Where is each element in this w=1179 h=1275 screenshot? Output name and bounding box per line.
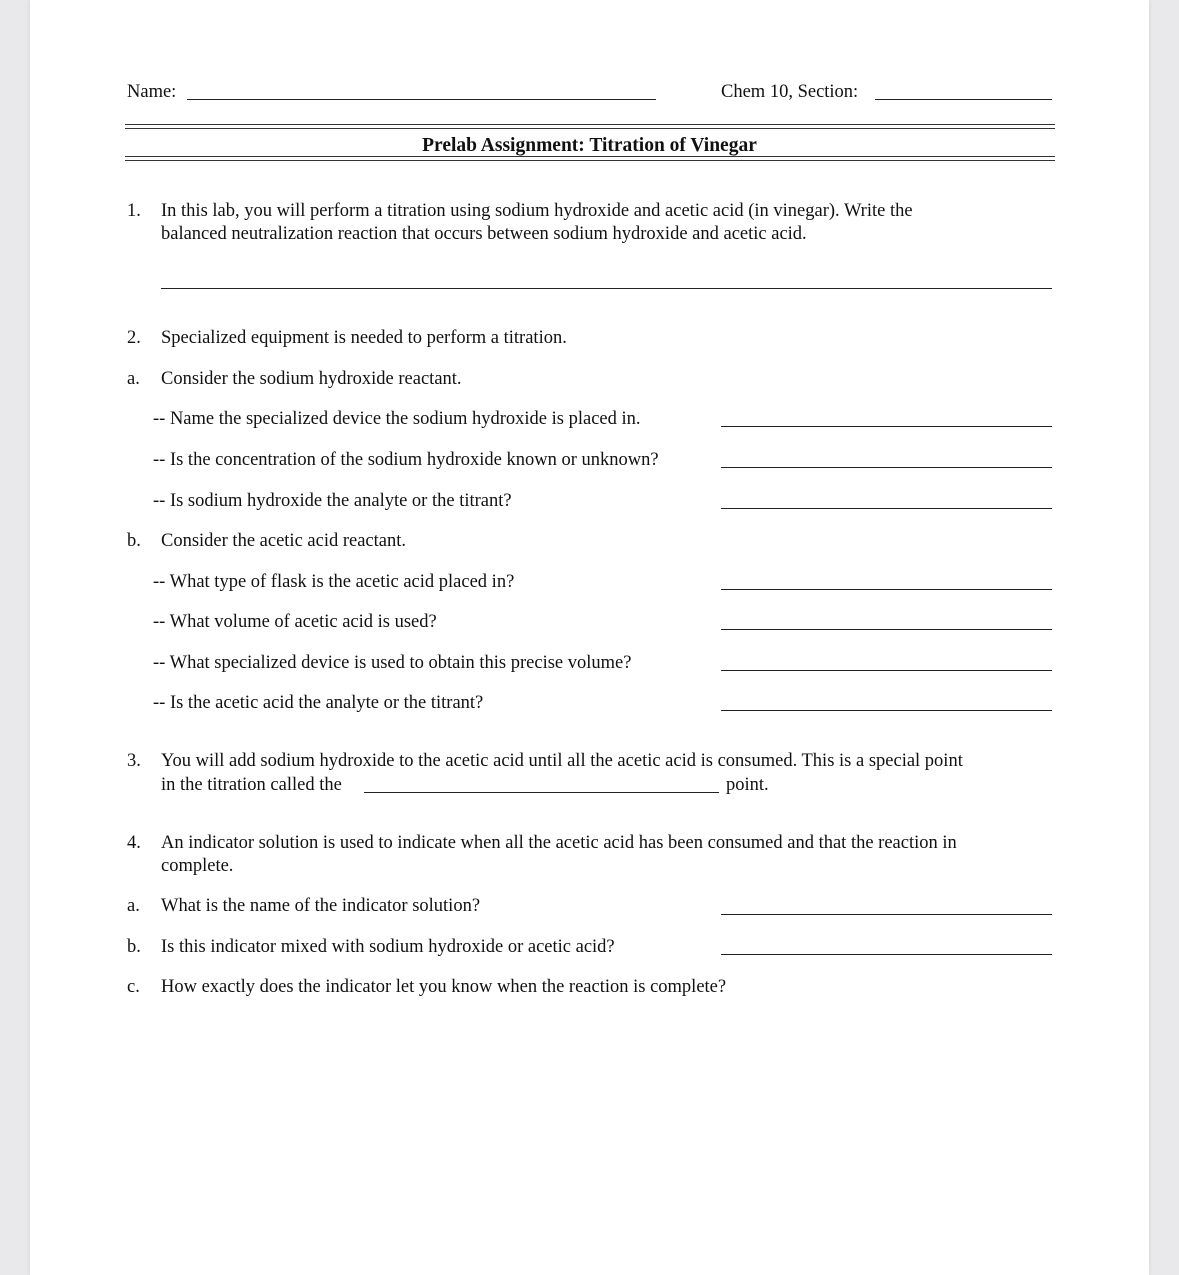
q1-answer-blank[interactable] bbox=[161, 288, 1052, 289]
q2-text: Specialized equipment is needed to perform a titration. bbox=[161, 328, 567, 348]
name-label: Name: bbox=[127, 82, 177, 102]
page-title: Prelab Assignment: Titration of Vinegar bbox=[422, 135, 757, 156]
q1-line1: In this lab, you will perform a titration using sodium hydroxide and acetic acid (in vinegar). Write the bbox=[161, 201, 913, 221]
title-top-rule-2 bbox=[125, 128, 1055, 129]
q1-line2: balanced neutralization reaction that occurs between sodium hydroxide and acetic acid. bbox=[161, 224, 807, 244]
q4c-letter: c. bbox=[127, 977, 140, 997]
q1-number: 1. bbox=[127, 201, 141, 221]
section-label: Chem 10, Section: bbox=[721, 82, 859, 102]
q2b-item-4: -- Is the acetic acid the analyte or the titrant? bbox=[153, 693, 484, 713]
title-top-rule-1 bbox=[125, 124, 1055, 125]
q2b-item-2-blank[interactable] bbox=[721, 629, 1052, 630]
q3-line2-start: in the titration called the bbox=[161, 775, 342, 795]
q4b-text: Is this indicator mixed with sodium hydroxide or acetic acid? bbox=[161, 937, 615, 957]
q3-answer-blank[interactable] bbox=[364, 792, 719, 793]
title-bottom-rule-2 bbox=[125, 160, 1055, 161]
q2a-text: Consider the sodium hydroxide reactant. bbox=[161, 369, 462, 389]
q4c-text: How exactly does the indicator let you know when the reaction is complete? bbox=[161, 977, 727, 997]
q2b-item-4-blank[interactable] bbox=[721, 710, 1052, 711]
q2a-item-1-blank[interactable] bbox=[721, 426, 1052, 427]
q3-line1: You will add sodium hydroxide to the acetic acid until all the acetic acid is consumed. This is a special point bbox=[161, 751, 963, 771]
q2b-text: Consider the acetic acid reactant. bbox=[161, 531, 406, 551]
q2b-item-3: -- What specialized device is used to obtain this precise volume? bbox=[153, 653, 632, 673]
q4b-letter: b. bbox=[127, 937, 141, 957]
q4a-text: What is the name of the indicator solution? bbox=[161, 896, 481, 916]
q3-number: 3. bbox=[127, 751, 141, 771]
section-blank[interactable] bbox=[875, 99, 1052, 100]
q2a-item-1: -- Name the specialized device the sodium hydroxide is placed in. bbox=[153, 409, 641, 429]
q2-number: 2. bbox=[127, 328, 141, 348]
q2b-item-1-blank[interactable] bbox=[721, 589, 1052, 590]
q4-line2: complete. bbox=[161, 856, 234, 876]
q2a-item-2: -- Is the concentration of the sodium hydroxide known or unknown? bbox=[153, 450, 659, 470]
q4a-letter: a. bbox=[127, 896, 140, 916]
q2a-item-2-blank[interactable] bbox=[721, 467, 1052, 468]
q4a-answer-blank[interactable] bbox=[721, 914, 1052, 915]
q3-line2-end: point. bbox=[726, 775, 769, 795]
q2b-item-2: -- What volume of acetic acid is used? bbox=[153, 612, 437, 632]
q2b-letter: b. bbox=[127, 531, 141, 551]
title-bottom-rule-1 bbox=[125, 156, 1055, 157]
name-blank[interactable] bbox=[187, 99, 656, 100]
q4-line1: An indicator solution is used to indicate when all the acetic acid has been consumed and that the reaction in bbox=[161, 833, 957, 853]
q2a-item-3: -- Is sodium hydroxide the analyte or the titrant? bbox=[153, 491, 512, 511]
q2a-letter: a. bbox=[127, 369, 140, 389]
q4-number: 4. bbox=[127, 833, 141, 853]
worksheet-page bbox=[30, 0, 1149, 1275]
q2b-item-3-blank[interactable] bbox=[721, 670, 1052, 671]
q2b-item-1: -- What type of flask is the acetic acid placed in? bbox=[153, 572, 515, 592]
q2a-item-3-blank[interactable] bbox=[721, 508, 1052, 509]
q4b-answer-blank[interactable] bbox=[721, 954, 1052, 955]
